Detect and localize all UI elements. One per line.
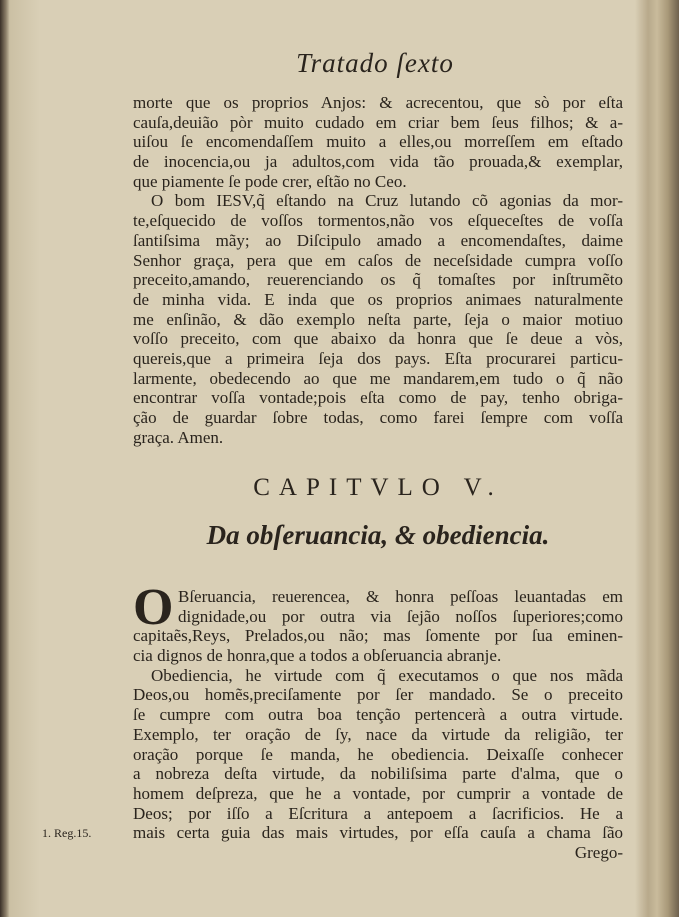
- text-line: capitaẽs,Reys, Prelados,ou não; mas ſomente por ſua eminen-: [133, 626, 623, 646]
- text-line: larmente, obedecendo ao que me mandarem,em tudo o q̃ não: [133, 368, 623, 388]
- text-line: Senhor graça, pera que em caſos de neceſsidade cumpra voſſo: [133, 250, 623, 270]
- text-line: Deos,ou homẽs,preciſamente por ſer mandado. Se o preceito: [133, 685, 623, 705]
- text-line: encontrar voſſa vontade;pois eſta como de pay, tenho obriga-: [133, 388, 623, 408]
- text-line: ſe cumpre com outra boa tenção pertencerà a outra virtude.: [133, 705, 623, 725]
- text-line: morte que os proprios Anjos: & acrecentou, que sò por eſta: [133, 93, 623, 112]
- text-line: cauſa,deuião pòr muito cudado em criar bem ſeus filhos; & a-: [133, 112, 623, 132]
- text-line: Grego-: [574, 842, 623, 862]
- section-2-text: [133, 579, 623, 863]
- text-line: preceito,amando, reuerenciando os q̃ tomaſtes por inſtrumẽto: [133, 270, 623, 290]
- text-line: ſantiſsima mãy; ao Diſcipulo amado a encomendaſtes, daime: [133, 230, 623, 250]
- chapter-subtitle: Da obſeruancia, & obediencia.: [206, 520, 550, 550]
- text-line: ção de guardar ſobre todas, como farei ſempre com voſſa: [133, 408, 623, 427]
- text-line: quereis,que a primeira ſeja dos pays. Eſta procurarei particu-: [133, 348, 623, 368]
- text-line: de minha vida. E inda que os proprios animaes naturalmente: [133, 289, 623, 309]
- text-line: a nobreza deſta virtude, da nobiliſsima parte d'alma, que o: [133, 764, 623, 784]
- text-line: homem deſpreza, que he a vontade, por cumprir a vontade de: [133, 783, 623, 803]
- text-line: Bſeruancia, reuerencea, & honra peſſoas leuantadas em: [178, 587, 623, 606]
- text-line: Obediencia, he virtude com q̃ executamos o que nos mãda: [151, 665, 623, 685]
- text-line: Exemplo, ter oração de ſy, nace da virtude da religião, ter: [133, 724, 623, 744]
- text-line: O bom IESV,q̃ eſtando na Cruz lutando cõ agonias da mor-: [151, 191, 623, 211]
- running-title: Tratado ſexto: [296, 48, 454, 78]
- text-line: cia dignos de honra,que a todos a obſeruancia abranje.: [133, 646, 502, 666]
- text-line: mais certa guia das mais virtudes, por eſſa cauſa a chama ſão: [133, 823, 623, 843]
- text-line: me enſinão, & dão exemplo neſta parte, ſeja o maior motiuo: [133, 309, 623, 329]
- text-line: uiſou ſe encomendaſſem muito a elles,ou morreſſem em eſtado: [133, 132, 623, 152]
- text-line: que piamente ſe pode crer, eſtão no Ceo.: [133, 171, 407, 191]
- text-line: graça. Amen.: [133, 427, 224, 447]
- chapter-title: CAPITVLO V.: [253, 474, 503, 501]
- section-1-text: [133, 93, 623, 447]
- text-line: Deos; por iſſo a Eſcritura a antepoem a ſacrificios. He a: [133, 803, 623, 823]
- drop-cap: O: [133, 579, 174, 636]
- margin-note: 1. Reg.15.: [42, 826, 92, 840]
- text-line: oração porque ſe manda, he obediencia. Deixaſſe conhecer: [133, 744, 623, 764]
- text-line: te,eſquecido de voſſos tormentos,não vos eſqueceſtes de voſſa: [133, 211, 623, 231]
- text-line: dignidade,ou por outra via ſejão noſſos ſuperiores;como: [178, 606, 623, 626]
- text-line: de inocencia,ou ja adultos,com vida tão prouada,& exemplar,: [133, 152, 623, 172]
- text-line: voſſo preceito, com que abaixo da honra que ſe deue a vòs,: [133, 329, 623, 349]
